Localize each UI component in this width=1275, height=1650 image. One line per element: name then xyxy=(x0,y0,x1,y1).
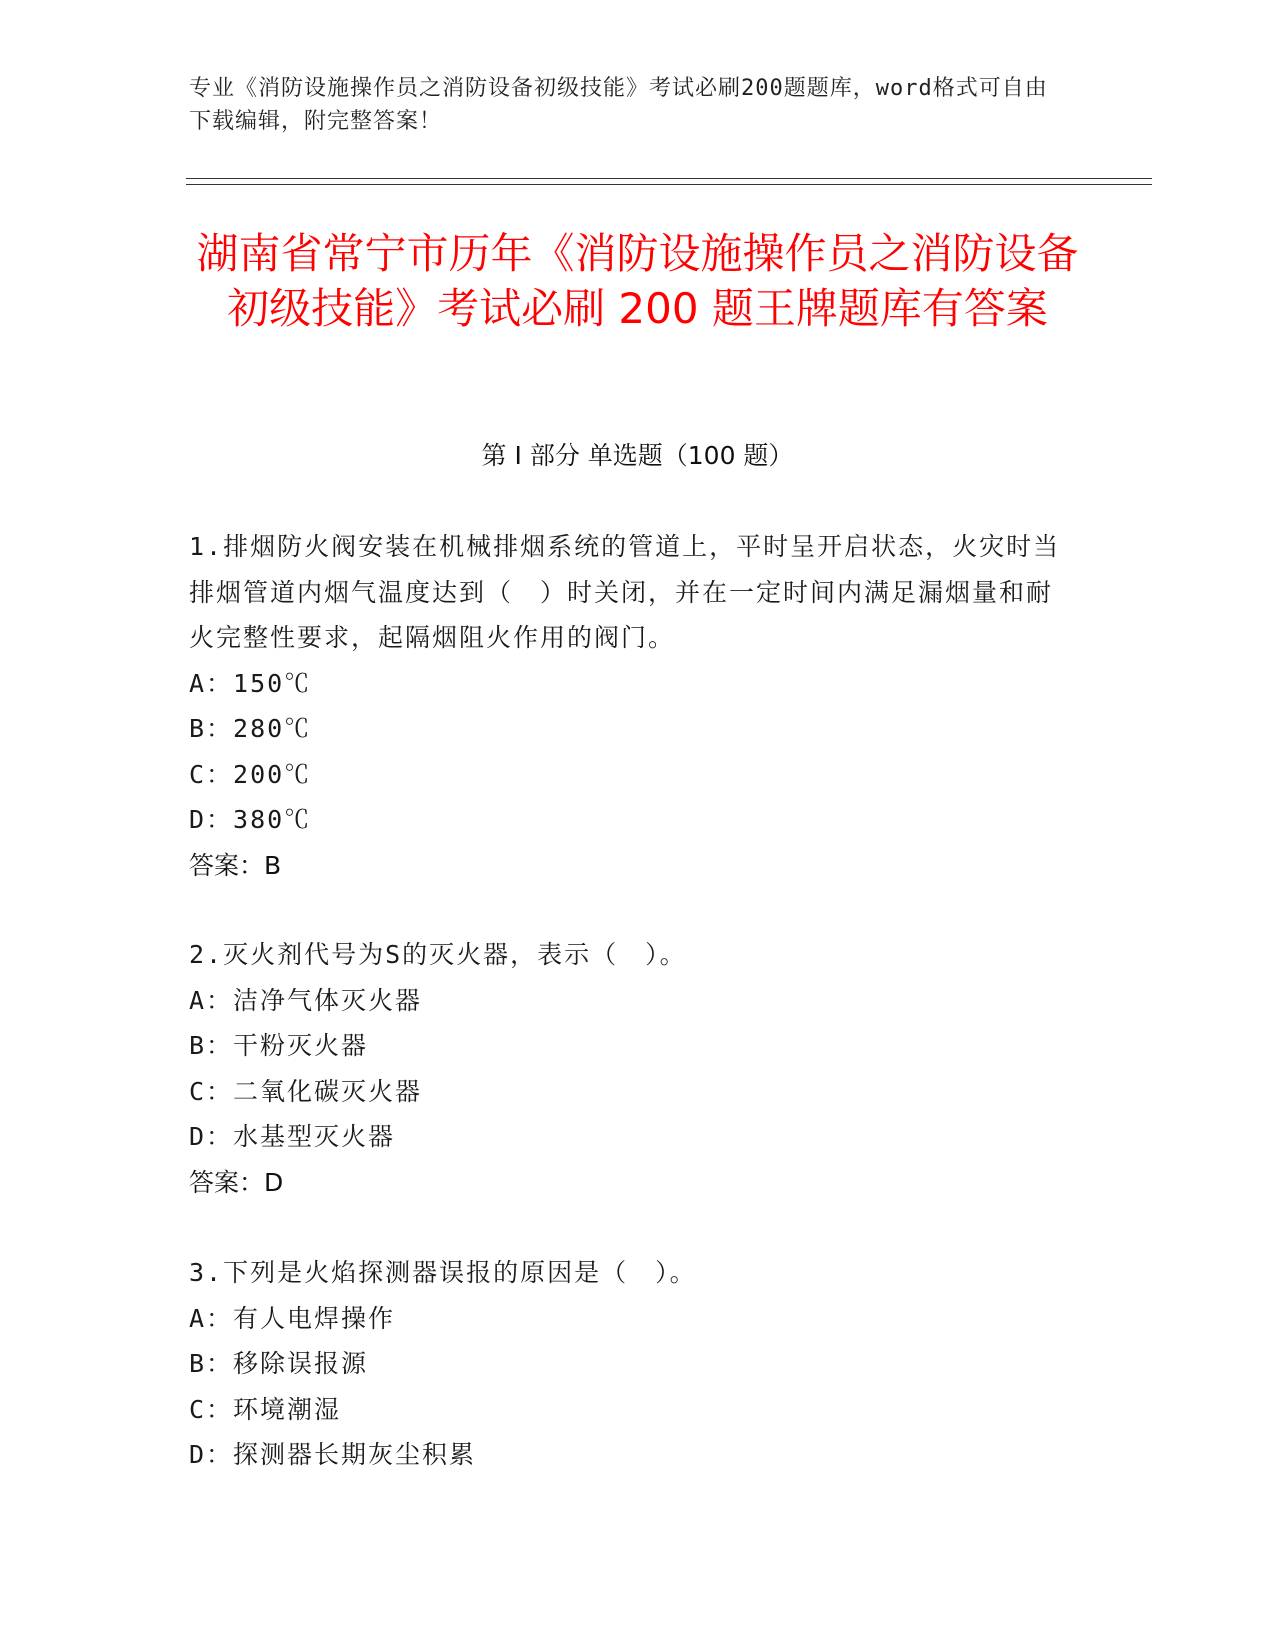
option-a: A：150℃ xyxy=(189,668,312,698)
header-divider-top xyxy=(186,178,1152,179)
option-b: B：280℃ xyxy=(189,714,312,743)
option-d: D：探测器长期灰尘积累 xyxy=(189,1440,477,1469)
option-d: D：380℃ xyxy=(189,805,312,834)
question-stem: 1.排烟防火阀安装在机械排烟系统的管道上，平时呈开启状态，火灾时当排烟管道内烟气温度达到（ ）时关闭，并在一定时间内满足漏烟量和耐火完整性要求，起隔烟阻火作用的阀门。 xyxy=(189,532,1061,652)
option-a: A：洁净气体灭火器 xyxy=(189,985,423,1015)
question-3 xyxy=(189,1250,1069,1478)
question-2 xyxy=(189,932,1069,1205)
option-c: C：环境潮湿 xyxy=(189,1394,342,1424)
option-d: D：水基型灭火器 xyxy=(189,1122,396,1151)
section-heading: 第 I 部分 单选题（100 题） xyxy=(481,441,794,470)
question-1 xyxy=(189,524,1069,888)
option-c: C：200℃ xyxy=(189,759,312,789)
option-b: B：干粉灭火器 xyxy=(189,1031,369,1060)
option-c: C：二氧化碳灭火器 xyxy=(189,1076,423,1106)
header-note: 专业《消防设施操作员之消防设备初级技能》考试必刷200题题库，word格式可自由下载编辑，附完整答案！ xyxy=(189,76,1048,134)
question-stem: 3.下列是火焰探测器误报的原因是（ ）。 xyxy=(189,1258,697,1287)
answer-line: 答案：B xyxy=(189,850,282,880)
option-b: B：移除误报源 xyxy=(189,1349,369,1378)
answer-line: 答案：D xyxy=(189,1167,284,1197)
header-divider-bottom xyxy=(186,184,1152,185)
question-stem: 2.灭火剂代号为S的灭火器，表示（ ）。 xyxy=(189,940,687,969)
option-a: A：有人电焊操作 xyxy=(189,1303,396,1333)
document-title: 湖南省常宁市历年《消防设施操作员之消防设备初级技能》考试必刷 200 题王牌题库有答案 xyxy=(196,229,1079,333)
